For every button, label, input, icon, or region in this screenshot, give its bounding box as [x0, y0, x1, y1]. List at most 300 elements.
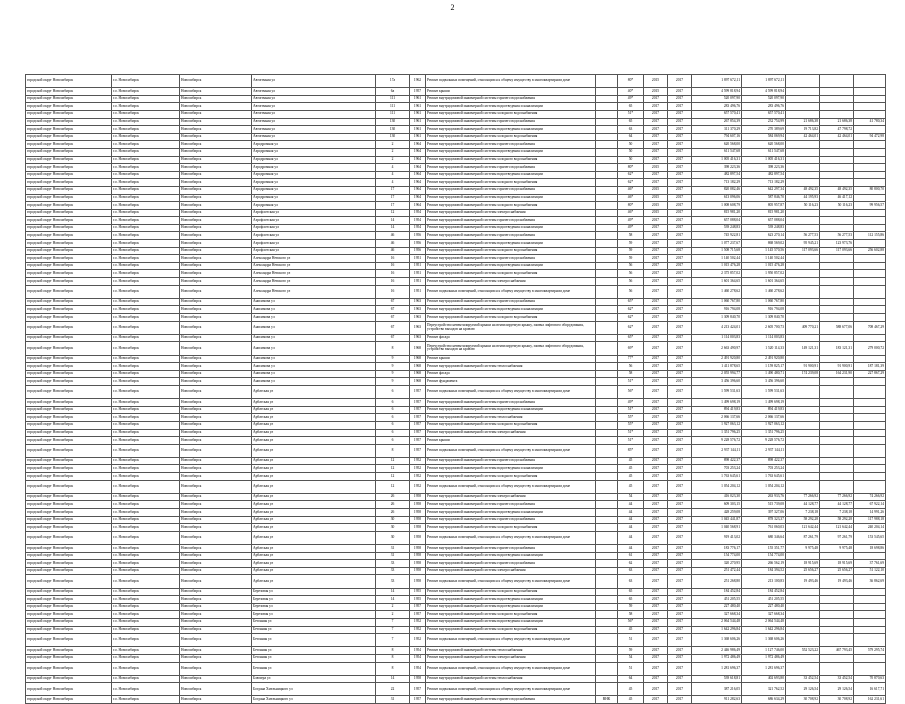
owners-cost-cell: 708 467,29: [854, 321, 886, 334]
start-year-cell: 2017: [644, 370, 668, 378]
street-cell: Арбатская ул: [252, 545, 376, 553]
owners-cost-cell: 74 266,92: [854, 493, 886, 501]
city-cost-cell: 7 238,18: [820, 509, 854, 517]
street-cell: Арбатская ул: [252, 552, 376, 560]
end-year-cell: 2017: [668, 465, 692, 473]
house-cell: 8: [376, 662, 410, 675]
region-cost-cell: [786, 626, 820, 634]
region-cost-cell: [786, 278, 820, 286]
table-row: [26, 355, 886, 363]
settlement-cell: Новосибирск: [180, 457, 252, 465]
work-type-cell: Ремонт внутридомовой инженерной системы электроснабжения: [426, 209, 596, 217]
region-cost-cell: [786, 457, 820, 465]
area-cell: 44: [618, 545, 644, 553]
city-cost-cell: [820, 88, 854, 96]
city-cost-cell: [820, 399, 854, 407]
street-cell: Александра Невского ул: [252, 262, 376, 270]
start-year-cell: 2017: [644, 509, 668, 517]
city-cost-cell: 97 261,79: [820, 531, 854, 544]
work-type-cell: Ремонт внутридомовой инженерной системы холодного водоснабжения: [426, 270, 596, 278]
fund-cost-cell: 184 394,52: [742, 567, 786, 575]
region-cost-cell: [786, 314, 820, 322]
house-cell: 9: [376, 355, 410, 363]
total-cost-cell: 9 228 576,72: [692, 437, 742, 445]
end-year-cell: 2017: [668, 285, 692, 298]
region-cost-cell: 58 292,28: [786, 516, 820, 524]
note-cell: [596, 618, 618, 626]
year-cell: 1963: [410, 306, 426, 314]
owners-cost-cell: [854, 618, 886, 626]
street-cell: Арбатская ул: [252, 465, 376, 473]
fund-cost-cell: 1 499 698,19: [742, 399, 786, 407]
street-cell: Аэрофлотская ул: [252, 240, 376, 248]
fund-cost-cell: 515 739,08: [742, 501, 786, 509]
work-type-cell: Ремонт внутридомовой инженерной системы водоотведения и канализации: [426, 262, 596, 270]
work-type-cell: Ремонт подвальных помещений, относящихся к общему имуществу в многоквартирном доме: [426, 444, 596, 457]
year-cell: 1955: [410, 596, 426, 604]
note-cell: [596, 560, 618, 568]
start-year-cell: 2017: [644, 611, 668, 619]
street-cell: Березовая ул: [252, 603, 376, 611]
owners-cost-cell: [854, 603, 886, 611]
settlement-cell: Новосибирск: [180, 355, 252, 363]
note-cell: [596, 421, 618, 429]
city-cell: г.о. Новосибирск: [112, 654, 180, 662]
street-cell: Аэродромная ул: [252, 202, 376, 210]
total-cost-cell: 1 045 441,87: [692, 516, 742, 524]
work-type-cell: Ремонт подвальных помещений, относящихся к общему имуществу в многоквартирном доме: [426, 285, 596, 298]
settlement-cell: Новосибирск: [180, 164, 252, 172]
district-cell: городской округ Новосибирск: [26, 493, 112, 501]
region-cost-cell: 21 686,38: [786, 118, 820, 126]
year-cell: 1961: [410, 126, 426, 134]
district-cell: городской округ Новосибирск: [26, 171, 112, 179]
note-cell: [596, 298, 618, 306]
end-year-cell: 2017: [668, 437, 692, 445]
total-cost-cell: 283 496,76: [692, 103, 742, 111]
area-cell: 51*: [618, 406, 644, 414]
table-row: [26, 141, 886, 149]
city-cell: г.о. Новосибирск: [112, 75, 180, 88]
house-cell: 111: [376, 110, 410, 118]
city-cell: г.о. Новосибирск: [112, 255, 180, 263]
district-cell: городской округ Новосибирск: [26, 133, 112, 141]
work-type-cell: Ремонт внутридомовой инженерной системы теплоснабжения: [426, 647, 596, 655]
table-row: [26, 626, 886, 634]
area-cell: 51*: [618, 437, 644, 445]
area-cell: 49*: [618, 399, 644, 407]
city-cost-cell: 21 686,38: [820, 118, 854, 126]
region-cost-cell: [786, 588, 820, 596]
note-cell: ВНК: [596, 696, 618, 704]
city-cost-cell: 48 492,35: [820, 186, 854, 194]
total-cost-cell: 4 213 424,01: [692, 321, 742, 334]
street-cell: Александра Невского ул: [252, 270, 376, 278]
city-cost-cell: [820, 596, 854, 604]
settlement-cell: Новосибирск: [180, 217, 252, 225]
district-cell: городской округ Новосибирск: [26, 457, 112, 465]
end-year-cell: 2017: [668, 611, 692, 619]
city-cost-cell: [820, 421, 854, 429]
city-cell: г.о. Новосибирск: [112, 179, 180, 187]
region-cost-cell: [786, 603, 820, 611]
start-year-cell: 2017: [644, 588, 668, 596]
start-year-cell: 2017: [644, 675, 668, 683]
region-cost-cell: 87 261,79: [786, 531, 820, 544]
settlement-cell: Новосибирск: [180, 247, 252, 255]
start-year-cell: 2017: [644, 618, 668, 626]
end-year-cell: 2017: [668, 355, 692, 363]
table-row: [26, 596, 886, 604]
end-year-cell: 2017: [668, 110, 692, 118]
street-cell: Арбатская ул: [252, 437, 376, 445]
start-year-cell: 2017: [644, 378, 668, 386]
total-cost-cell: 251 472,44: [692, 567, 742, 575]
city-cost-cell: [820, 473, 854, 481]
fund-cost-cell: 154 774,00: [742, 552, 786, 560]
end-year-cell: 2017: [668, 217, 692, 225]
district-cell: городской округ Новосибирск: [26, 285, 112, 298]
note-cell: [596, 683, 618, 696]
fund-cost-cell: 1 972 486,49: [742, 654, 786, 662]
city-cell: г.о. Новосибирск: [112, 321, 180, 334]
owners-cost-cell: [854, 355, 886, 363]
settlement-cell: Новосибирск: [180, 314, 252, 322]
house-cell: 16: [376, 270, 410, 278]
city-cell: г.о. Новосибирск: [112, 363, 180, 371]
street-cell: Автогенная ул: [252, 95, 376, 103]
settlement-cell: Новосибирск: [180, 596, 252, 604]
settlement-cell: Новосибирск: [180, 148, 252, 156]
table-row: [26, 588, 886, 596]
note-cell: [596, 429, 618, 437]
area-cell: 45: [618, 457, 644, 465]
total-cost-cell: 1 972 486,49: [692, 654, 742, 662]
table-row: [26, 647, 886, 655]
city-cell: г.о. Новосибирск: [112, 611, 180, 619]
fund-cost-cell: 482 897,54: [742, 171, 786, 179]
table-row: [26, 314, 886, 322]
year-cell: 1957: [410, 437, 426, 445]
house-cell: 2: [376, 603, 410, 611]
end-year-cell: 2017: [668, 457, 692, 465]
district-cell: городской округ Новосибирск: [26, 334, 112, 342]
owners-cost-cell: [854, 399, 886, 407]
work-type-cell: Ремонт внутридомовой инженерной системы водоотведения и канализации: [426, 603, 596, 611]
city-cost-cell: [820, 552, 854, 560]
table-row: [26, 444, 886, 457]
total-cost-cell: 1 351 796,25: [692, 429, 742, 437]
fund-cost-cell: 1 897 672,11: [742, 75, 786, 88]
city-cost-cell: [820, 355, 854, 363]
work-type-cell: Переустройство невентилируемой крыши на вентилируемую крышу, замена лифтового оборудования, устройство выходов на кровлю: [426, 321, 596, 334]
note-cell: [596, 232, 618, 240]
table-row: [26, 634, 886, 647]
owners-cost-cell: 80 800,70: [854, 186, 886, 194]
area-cell: 64: [618, 133, 644, 141]
city-cost-cell: 77 266,92: [820, 493, 854, 501]
city-cost-cell: 18 915,69: [820, 560, 854, 568]
city-cell: г.о. Новосибирск: [112, 355, 180, 363]
table-row: [26, 560, 886, 568]
end-year-cell: 2017: [668, 696, 692, 704]
note-cell: [596, 531, 618, 544]
house-cell: 26: [376, 493, 410, 501]
end-year-cell: 2017: [668, 480, 692, 493]
start-year-cell: 2017: [644, 524, 668, 532]
end-year-cell: 2017: [668, 493, 692, 501]
settlement-cell: Новосибирск: [180, 209, 252, 217]
note-cell: [596, 493, 618, 501]
settlement-cell: Новосибирск: [180, 647, 252, 655]
district-cell: городской округ Новосибирск: [26, 647, 112, 655]
city-cell: г.о. Новосибирск: [112, 588, 180, 596]
fund-cost-cell: 266 562,19: [742, 560, 786, 568]
district-cell: городской округ Новосибирск: [26, 626, 112, 634]
owners-cost-cell: 36 862,69: [854, 575, 886, 588]
start-year-cell: 2017: [644, 567, 668, 575]
region-cost-cell: [786, 618, 820, 626]
owners-cost-cell: [854, 654, 886, 662]
street-cell: Аэрофлотская ул: [252, 224, 376, 232]
owners-cost-cell: 579 295,74: [854, 647, 886, 655]
district-cell: городской округ Новосибирск: [26, 118, 112, 126]
city-cell: г.о. Новосибирск: [112, 378, 180, 386]
total-cost-cell: 327 668,34: [692, 611, 742, 619]
start-year-cell: 2017: [644, 531, 668, 544]
note-cell: [596, 516, 618, 524]
note-cell: [596, 334, 618, 342]
region-cost-cell: [786, 654, 820, 662]
street-cell: Александра Невского ул: [252, 285, 376, 298]
total-cost-cell: 1 927 063,12: [692, 421, 742, 429]
city-cell: г.о. Новосибирск: [112, 675, 180, 683]
street-cell: Александра Невского ул: [252, 255, 376, 263]
note-cell: [596, 314, 618, 322]
house-cell: 4: [376, 164, 410, 172]
city-cost-cell: [820, 75, 854, 88]
area-cell: 50: [618, 141, 644, 149]
note-cell: [596, 133, 618, 141]
start-year-cell: 2017: [644, 444, 668, 457]
city-cell: г.о. Новосибирск: [112, 399, 180, 407]
total-cost-cell: 657 570,41: [692, 110, 742, 118]
area-cell: 55*: [618, 421, 644, 429]
year-cell: 1958: [410, 524, 426, 532]
fund-cost-cell: 1 140 502,44: [742, 255, 786, 263]
fund-cost-cell: 1 763 645,61: [742, 473, 786, 481]
settlement-cell: Новосибирск: [180, 421, 252, 429]
settlement-cell: Новосибирск: [180, 103, 252, 111]
owners-cost-cell: [854, 421, 886, 429]
start-year-cell: 2015: [644, 164, 668, 172]
area-cell: 61: [618, 552, 644, 560]
work-type-cell: Ремонт подвальных помещений, относящихся к общему имуществу в многоквартирном доме: [426, 634, 596, 647]
table-row: [26, 370, 886, 378]
city-cost-cell: 9 975,48: [820, 545, 854, 553]
note-cell: [596, 473, 618, 481]
work-type-cell: Ремонт подвальных помещений, относящихся к общему имуществу в многоквартирном доме: [426, 683, 596, 696]
work-type-cell: Ремонт внутридомовой инженерной системы горячего водоснабжения: [426, 217, 596, 225]
start-year-cell: 2017: [644, 457, 668, 465]
house-cell: 17: [376, 186, 410, 194]
year-cell: 1951: [410, 262, 426, 270]
note-cell: [596, 524, 618, 532]
work-type-cell: Ремонт внутридомовой инженерной системы водоотведения и канализации: [426, 171, 596, 179]
note-cell: [596, 171, 618, 179]
house-cell: 16: [376, 255, 410, 263]
city-cost-cell: 91 900,91: [820, 363, 854, 371]
settlement-cell: Новосибирск: [180, 603, 252, 611]
total-cost-cell: 898 422,37: [692, 457, 742, 465]
street-cell: Автогенная ул: [252, 110, 376, 118]
region-cost-cell: [786, 285, 820, 298]
end-year-cell: 2017: [668, 567, 692, 575]
house-cell: 31: [376, 552, 410, 560]
area-cell: 44: [618, 516, 644, 524]
district-cell: городской округ Новосибирск: [26, 444, 112, 457]
region-cost-cell: 95 945,21: [786, 240, 820, 248]
year-cell: 1964: [410, 179, 426, 187]
street-cell: Анисимова ул: [252, 378, 376, 386]
district-cell: городской округ Новосибирск: [26, 611, 112, 619]
house-cell: 6: [376, 437, 410, 445]
year-cell: 1957: [410, 421, 426, 429]
start-year-cell: 2017: [644, 647, 668, 655]
note-cell: [596, 662, 618, 675]
district-cell: городской округ Новосибирск: [26, 552, 112, 560]
work-type-cell: Ремонт внутридомовой инженерной системы водоотведения и канализации: [426, 618, 596, 626]
year-cell: 1956: [410, 240, 426, 248]
region-cost-cell: 409 770,21: [786, 321, 820, 334]
street-cell: Аэродромная ул: [252, 179, 376, 187]
house-cell: 7: [376, 634, 410, 647]
settlement-cell: Новосибирск: [180, 501, 252, 509]
year-cell: 1952: [410, 465, 426, 473]
city-cell: г.о. Новосибирск: [112, 545, 180, 553]
city-cell: г.о. Новосибирск: [112, 603, 180, 611]
work-type-cell: Ремонт внутридомовой инженерной системы водоотведения и канализации: [426, 240, 596, 248]
house-cell: 12: [376, 480, 410, 493]
table-row: [26, 406, 886, 414]
work-type-cell: Ремонт фундамента: [426, 378, 596, 386]
end-year-cell: 2017: [668, 647, 692, 655]
region-cost-cell: [786, 255, 820, 263]
end-year-cell: 2017: [668, 186, 692, 194]
city-cost-cell: 30 708,92: [820, 696, 854, 704]
total-cost-cell: 398 223,36: [692, 164, 742, 172]
city-cost-cell: 46 417,12: [820, 194, 854, 202]
city-cost-cell: 56 277,53: [820, 232, 854, 240]
street-cell: Аэродромная ул: [252, 186, 376, 194]
start-year-cell: 2017: [644, 399, 668, 407]
city-cell: г.о. Новосибирск: [112, 285, 180, 298]
street-cell: Арбатская ул: [252, 457, 376, 465]
work-type-cell: Ремонт подвальных помещений, относящихся к общему имуществу в многоквартирном доме: [426, 480, 596, 493]
table-row: [26, 457, 886, 465]
district-cell: городской округ Новосибирск: [26, 567, 112, 575]
region-cost-cell: 42 464,01: [786, 133, 820, 141]
street-cell: Богдана Хмельницкого ул: [252, 683, 376, 696]
area-cell: 45: [618, 696, 644, 704]
start-year-cell: 2017: [644, 480, 668, 493]
city-cell: г.о. Новосибирск: [112, 247, 180, 255]
table-row: [26, 179, 886, 187]
owners-cost-cell: [854, 95, 886, 103]
city-cost-cell: [820, 611, 854, 619]
region-cost-cell: 552 523,22: [786, 647, 820, 655]
city-cost-cell: [820, 603, 854, 611]
work-type-cell: Ремонт крыши: [426, 88, 596, 96]
city-cell: г.о. Новосибирск: [112, 516, 180, 524]
fund-cost-cell: 680 346,64: [742, 531, 786, 544]
area-cell: 51*: [618, 429, 644, 437]
city-cell: г.о. Новосибирск: [112, 385, 180, 398]
start-year-cell: 2017: [644, 179, 668, 187]
start-year-cell: 2017: [644, 493, 668, 501]
owners-cost-cell: 117 988,18: [854, 516, 886, 524]
start-year-cell: 2015: [644, 88, 668, 96]
city-cell: г.о. Новосибирск: [112, 95, 180, 103]
city-cost-cell: [820, 306, 854, 314]
fund-cost-cell: 642 297,34: [742, 186, 786, 194]
owners-cost-cell: [854, 588, 886, 596]
note-cell: [596, 414, 618, 422]
total-cost-cell: 1 411 878,65: [692, 363, 742, 371]
street-cell: Аэродромная ул: [252, 156, 376, 164]
year-cell: 1954: [410, 662, 426, 675]
start-year-cell: 2017: [644, 603, 668, 611]
settlement-cell: Новосибирск: [180, 654, 252, 662]
table-row: [26, 171, 886, 179]
city-cell: г.о. Новосибирск: [112, 88, 180, 96]
area-cell: 56*: [618, 618, 644, 626]
year-cell: 1952: [410, 480, 426, 493]
house-cell: 14: [376, 588, 410, 596]
city-cell: г.о. Новосибирск: [112, 683, 180, 696]
note-cell: [596, 255, 618, 263]
work-type-cell: Ремонт внутридомовой инженерной системы водоотведения и канализации: [426, 406, 596, 414]
house-cell: 46: [376, 240, 410, 248]
start-year-cell: 2017: [644, 298, 668, 306]
year-cell: 1963: [410, 298, 426, 306]
area-cell: 59: [618, 647, 644, 655]
end-year-cell: 2017: [668, 262, 692, 270]
start-year-cell: 2017: [644, 552, 668, 560]
note-cell: [596, 465, 618, 473]
street-cell: Арбатская ул: [252, 414, 376, 422]
note-cell: [596, 88, 618, 96]
city-cost-cell: 117 093,66: [820, 247, 854, 255]
total-cost-cell: 1 309 840,70: [692, 314, 742, 322]
end-year-cell: 2017: [668, 255, 692, 263]
note-cell: [596, 647, 618, 655]
table-row: [26, 298, 886, 306]
city-cost-cell: [820, 270, 854, 278]
work-type-cell: Ремонт внутридомовой инженерной системы горячего водоснабжения: [426, 457, 596, 465]
city-cell: г.о. Новосибирск: [112, 262, 180, 270]
total-cost-cell: 482 897,54: [692, 171, 742, 179]
area-cell: 44: [618, 509, 644, 517]
area-cell: 69*: [618, 342, 644, 355]
region-cost-cell: 149 121,31: [786, 342, 820, 355]
city-cost-cell: 164 231,90: [820, 370, 854, 378]
start-year-cell: 2017: [644, 270, 668, 278]
area-cell: 80*: [618, 202, 644, 210]
year-cell: 1951: [410, 285, 426, 298]
note-cell: [596, 164, 618, 172]
work-type-cell: Ремонт внутридомовой инженерной системы горячего водоснабжения: [426, 164, 596, 172]
